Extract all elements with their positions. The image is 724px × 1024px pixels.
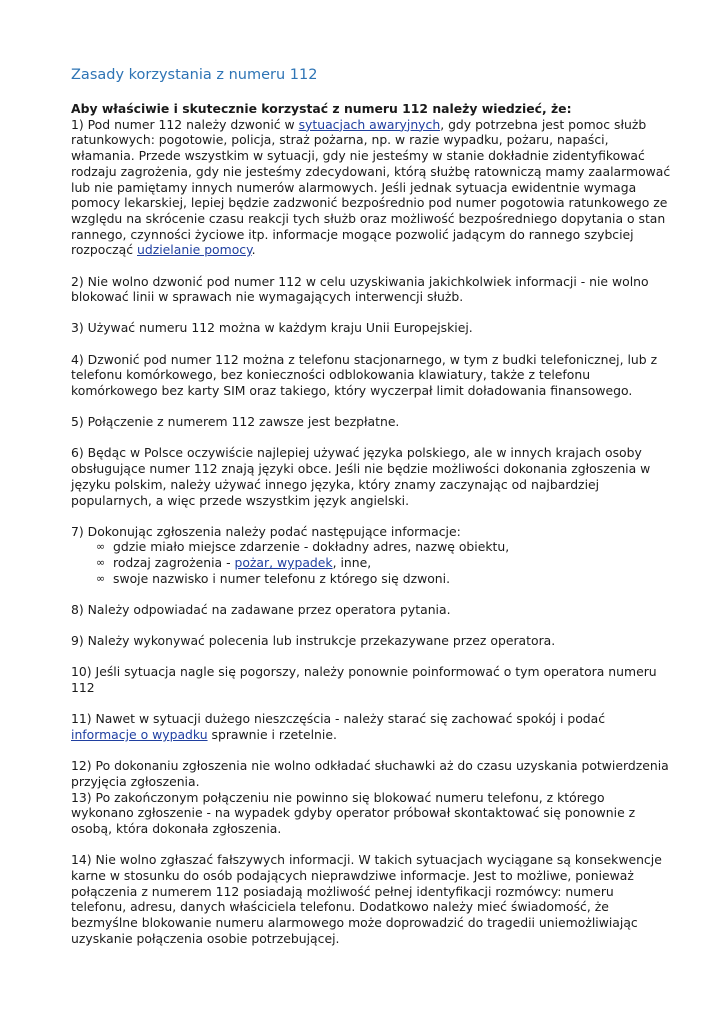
document-page: [71, 60, 671, 962]
rule-1: [71, 101, 671, 258]
rule-1-text-b: , gdy potrzebna jest pomoc służb ratunkowych: pogotowie, policja, straż pożarna, np. w razie wypadku, pożaru, napaści, włamania. Przede wszystkim w sytuacji, gdy nie jesteśmy w stanie dokładnie zidentyfikować rodzaju zagrożenia, gdy nie jesteśmy zdecydowani, którą służbę ratowniczą mamy zaalarmować lub nie pamiętamy innych numerów alarmowych. Jeśli jednak sytuacja ewidentnie wymaga pomocy lekarskiej, lepiej będzie zadzwonić bezpośrednio pod numer pogotowia ratunkowego ze względu na skrócenie czasu reakcji tych służb oraz możliwość bezpośredniego dopytania o stan rannego, czynności życiowe itp. informacje mogące pozwolić jadącym do rannego szybciej rozpocząć: [71, 116, 671, 258]
rule-1-text-c: .: [251, 242, 256, 258]
rule-6: 6) Będąc w Polsce oczywiście najlepiej używać języka polskiego, ale w innych krajach osoby obsługujące numer 112 znają języki obce. Jeśli nie będzie możliwości dokonania zgłoszenia w języku polskim, należy używać innego języka, który znamy zaczynając od najbardziej popularnych, a więc przede wszystkim język angielski.: [71, 445, 651, 508]
link-emergency-situations[interactable]: sytuacjach awaryjnych: [298, 116, 441, 132]
list-item-text: swoje nazwisko i numer telefonu z którego się dzwoni.: [113, 570, 451, 586]
list-item: [96, 571, 671, 587]
rule-7: [71, 524, 671, 587]
rule-13: 13) Po zakończonym połączeniu nie powinno się blokować numeru telefonu, z którego wykonano zgłoszenie - na wypadek gdyby operator próbował skontaktować się ponownie z osobą, która dokonała zgłoszenia.: [71, 789, 636, 837]
rule-14: 14) Nie wolno zgłaszać fałszywych informacji. W takich sytuacjach wyciągane są konsekwencje karne w stosunku do osób podających nieprawdziwe informacje. Jest to możliwe, ponieważ połączenia z numerem 112 posiadają możliwość pełnej identyfikacji rozmówcy: numeru telefonu, adresu, danych właściciela telefonu. Dodatkowo należy mieć świadomość, że bezmyślne blokowanie numeru alarmowego może doprowadzić do tragedii uniemożliwiając uzyskanie połączenia osobie potrzebującej.: [71, 852, 662, 946]
rule-3: 3) Używać numeru 112 można w każdym kraju Unii Europejskiej.: [71, 320, 473, 336]
bullet-icon: ∞: [96, 540, 106, 554]
link-first-aid[interactable]: udzielanie pomocy: [137, 242, 252, 258]
list-item-text: gdzie miało miejsce zdarzenie - dokładny adres, nazwę obiektu,: [113, 539, 510, 555]
link-accident-info[interactable]: informacje o wypadku: [71, 727, 208, 743]
rule-11-text-b: sprawnie i rzetelnie.: [207, 727, 337, 743]
rule-2: 2) Nie wolno dzwonić pod numer 112 w celu uzyskiwania jakichkolwiek informacji - nie wolno blokować linii w sprawach nie wymagających interwencji służb.: [71, 273, 649, 305]
rule-1-text-a: 1) Pod numer 112 należy dzwonić w: [71, 116, 299, 132]
bullet-icon: ∞: [96, 556, 106, 570]
list-item-text: rodzaj zagrożenia -: [113, 555, 235, 571]
list-item-text-b: , inne,: [332, 555, 372, 571]
rule-5: 5) Połączenie z numerem 112 zawsze jest bezpłatne.: [71, 414, 400, 430]
intro-heading: Aby właściwie i skutecznie korzystać z numeru 112 należy wiedzieć, że:: [71, 101, 572, 116]
bullet-icon: ∞: [96, 571, 106, 585]
rule-8: 8) Należy odpowiadać na zadawane przez operatora pytania.: [71, 602, 451, 618]
rule-11-text-a: 11) Nawet w sytuacji dużego nieszczęścia - należy starać się zachować spokój i podać: [71, 711, 606, 727]
page-title: Zasady korzystania z numeru 112: [71, 67, 318, 83]
rule-7-lead: 7) Dokonując zgłoszenia należy podać następujące informacje:: [71, 523, 461, 539]
rule-12: 12) Po dokonaniu zgłoszenia nie wolno odkładać słuchawki aż do czasu uzyskania potwierdzenia przyjęcia zgłoszenia.: [71, 758, 669, 789]
rule-4: 4) Dzwonić pod numer 112 można z telefonu stacjonarnego, w tym z budki telefonicznej, lub z telefonu komórkowego, bez konieczności odblokowania klawiatury, także z telefonu komórkowego bez karty SIM oraz takiego, który wyczerpał limit doładowania finansowego.: [71, 351, 658, 399]
list-item: [96, 555, 671, 571]
rule-10: 10) Jeśli sytuacja nagle się pogorszy, należy ponownie poinformować o tym operatora numeru 112: [71, 664, 657, 696]
rule-11: [71, 711, 671, 742]
rule-9: 9) Należy wykonywać polecenia lub instrukcje przekazywane przez operatora.: [71, 633, 556, 649]
rule-7-list: [71, 539, 671, 586]
link-fire-accident[interactable]: pożar, wypadek: [234, 555, 333, 571]
list-item: [96, 539, 671, 555]
